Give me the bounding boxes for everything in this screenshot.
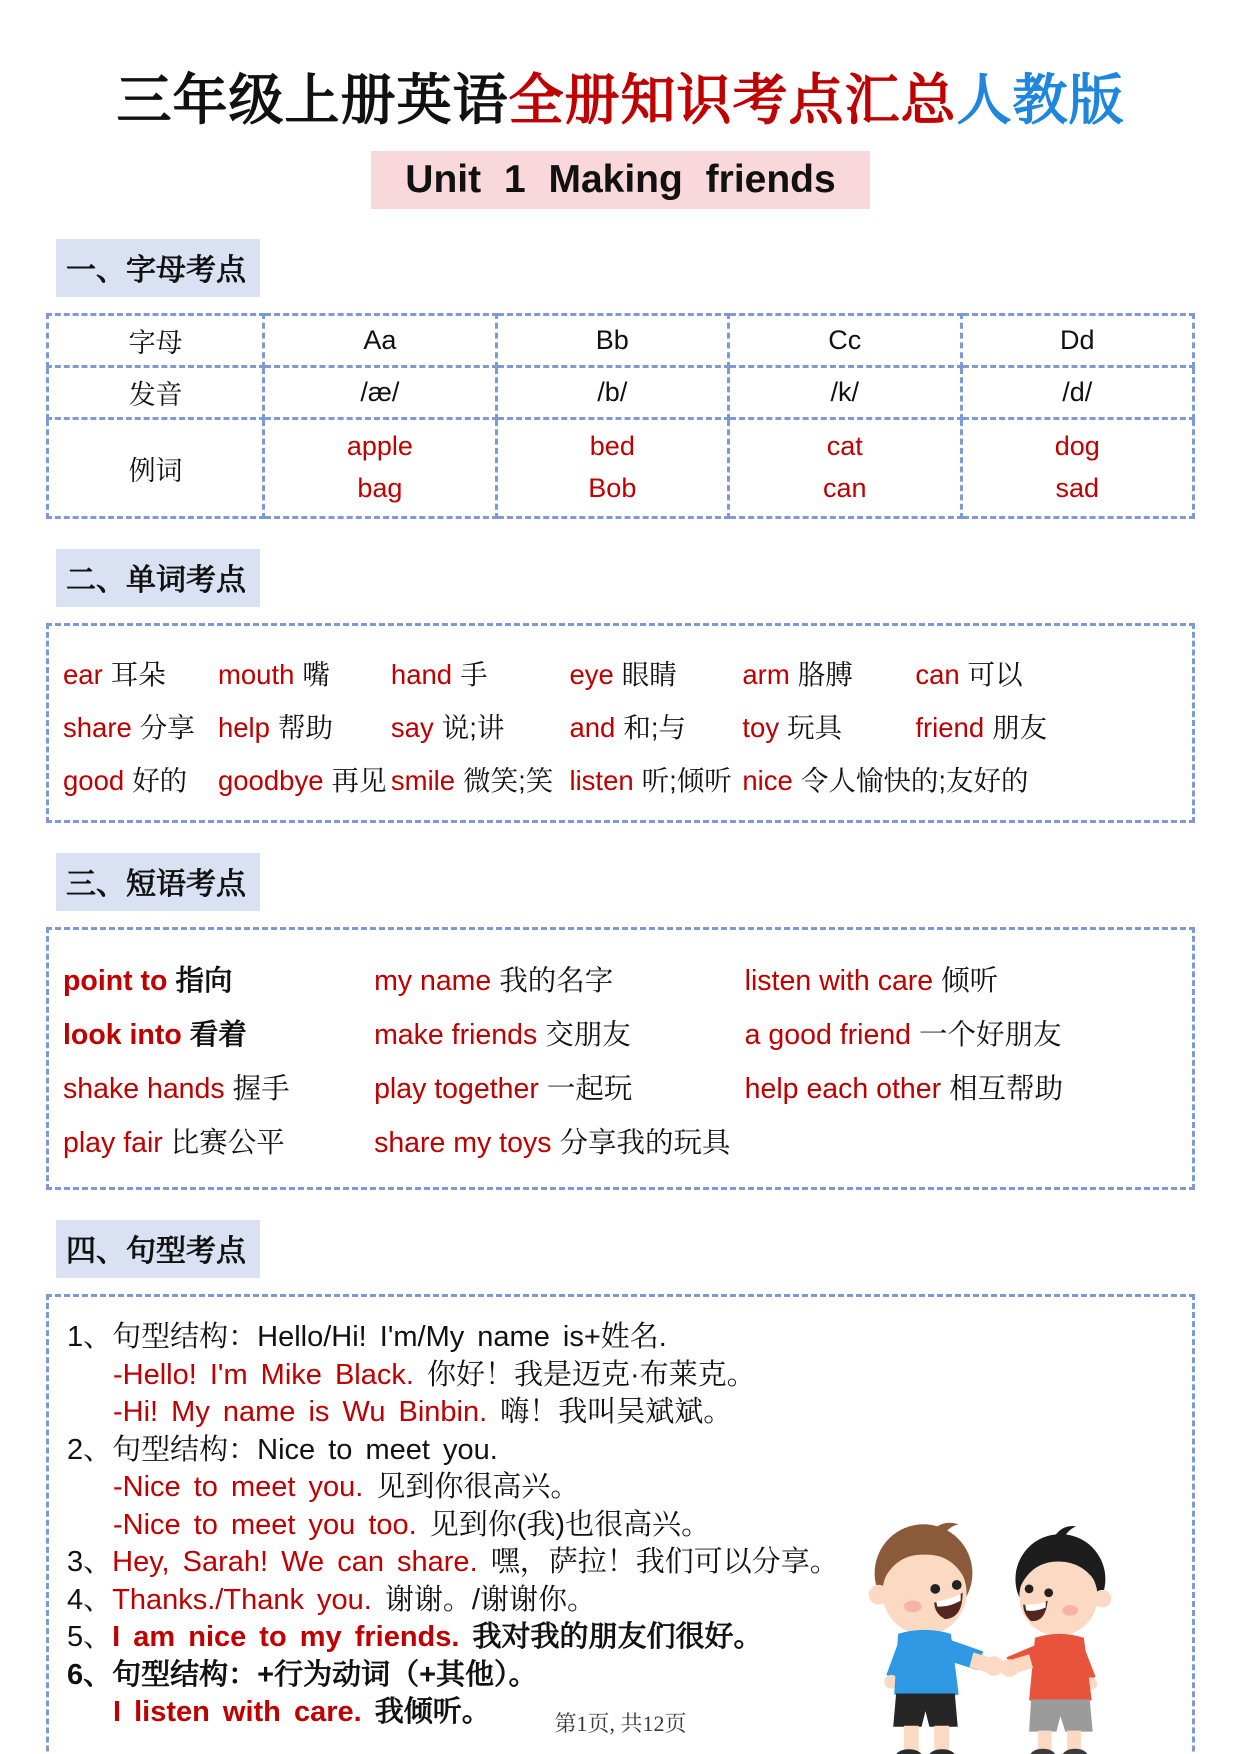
word-english: ear	[63, 659, 103, 690]
word-chinese: 好的	[132, 765, 188, 796]
cell-line: bag	[357, 473, 403, 503]
sentence-segment: 2、句型结构：Nice to meet you.	[67, 1433, 498, 1466]
page-title	[46, 0, 1195, 135]
phrase-english: share my toys	[374, 1127, 552, 1159]
word-english: good	[63, 765, 125, 796]
word-list-box	[46, 623, 1195, 823]
phrase-english: play fair	[63, 1127, 163, 1159]
word-item	[915, 705, 1186, 745]
row-label: 发音	[48, 367, 264, 419]
phrase-chinese: 相互帮助	[949, 1073, 1064, 1105]
table-cell	[264, 315, 496, 367]
sentence-segment: -Nice to meet you.	[113, 1471, 377, 1503]
section-words-heading: 二、单词考点	[56, 549, 260, 607]
sentence-segment: Hey, Sarah! We can share.	[112, 1546, 491, 1578]
word-english: can	[915, 659, 960, 690]
word-chinese: 再见	[331, 765, 387, 796]
cell-line: /b/	[597, 376, 628, 407]
word-chinese: 眼睛	[621, 659, 677, 690]
word-row	[63, 652, 1186, 692]
cell-line: apple	[346, 431, 413, 462]
sentence-line	[67, 1319, 1178, 1357]
title-part: 全册知识考点汇总	[508, 69, 957, 131]
table-cell	[961, 315, 1194, 367]
sentence-segment: 见到你很高兴。	[376, 1471, 580, 1503]
phrase-english: listen with care	[744, 965, 934, 997]
word-english: hand	[390, 659, 453, 690]
sentence-line	[67, 1394, 1178, 1432]
phrase-row	[63, 1120, 1186, 1161]
phrase-item	[374, 1120, 745, 1161]
cell-line: can	[823, 473, 867, 503]
phrase-row	[63, 1066, 1186, 1107]
table-cell	[961, 367, 1194, 419]
word-chinese: 令人愉快的;友好的	[800, 765, 1029, 796]
sentence-segment: I am nice to my friends.	[112, 1621, 473, 1653]
word-item	[218, 652, 391, 692]
word-chinese: 微笑;笑	[463, 765, 554, 796]
row-label: 字母	[48, 315, 264, 367]
phrase-item	[63, 1012, 374, 1053]
sentence-segment: -Nice to meet you too.	[113, 1508, 430, 1541]
phrase-english: point to	[63, 965, 168, 997]
sentence-segment: 嘿，萨拉！我们可以分享。	[490, 1546, 839, 1578]
cell-line: Bob	[588, 473, 637, 503]
table-cell	[264, 419, 496, 518]
cell-line: /æ/	[360, 376, 400, 407]
sentence-line	[67, 1357, 1178, 1395]
word-item	[915, 652, 1186, 692]
title-part: 人教版	[956, 69, 1125, 131]
phrase-row	[63, 958, 1186, 999]
phrase-item	[374, 1066, 745, 1107]
word-english: goodbye	[217, 765, 324, 796]
section-letters-heading: 一、字母考点	[56, 239, 260, 297]
phrase-chinese: 一起玩	[546, 1073, 633, 1105]
word-chinese: 手	[460, 659, 488, 690]
phrase-chinese: 握手	[232, 1073, 290, 1105]
title-part: 三年级上册英语	[116, 69, 509, 131]
letter-table	[46, 313, 1195, 519]
phrase-row	[63, 1012, 1186, 1053]
word-chinese: 胳膊	[797, 659, 853, 690]
sentence-segment: 你好！我是迈克·布莱克。	[426, 1358, 756, 1391]
cell-line: sad	[1055, 473, 1100, 503]
word-item	[63, 652, 218, 692]
word-english: say	[390, 712, 434, 743]
table-row	[48, 367, 1194, 419]
word-english: and	[569, 712, 616, 743]
word-row	[63, 705, 1186, 745]
table-cell	[729, 315, 961, 367]
word-english: arm	[742, 659, 790, 690]
table-cell	[496, 419, 728, 518]
sentence-segment: 见到你(我)也很高兴。	[429, 1508, 711, 1541]
word-item	[63, 705, 218, 745]
phrase-item	[63, 1066, 374, 1107]
cell-line: Dd	[1059, 324, 1095, 355]
word-chinese: 帮助	[277, 712, 333, 743]
word-english: friend	[915, 712, 985, 743]
phrase-english: shake hands	[63, 1073, 225, 1105]
phrase-chinese: 我的名字	[499, 965, 614, 997]
unit-title-wrap	[46, 151, 1195, 209]
cell-line: cat	[826, 431, 863, 462]
phrase-english: my name	[374, 965, 492, 997]
word-english: nice	[742, 765, 793, 796]
sentence-segment: 我对我的朋友们很好。	[472, 1621, 763, 1653]
word-chinese: 耳朵	[110, 659, 166, 690]
word-item	[569, 705, 742, 745]
phrase-chinese: 指向	[175, 965, 233, 997]
word-item	[391, 758, 570, 798]
word-item	[742, 652, 915, 692]
word-chinese: 嘴	[302, 659, 330, 690]
word-english: mouth	[217, 659, 295, 690]
word-item	[391, 705, 570, 745]
cell-line: /d/	[1062, 376, 1093, 407]
phrase-item	[745, 1012, 1186, 1053]
sentence-segment: 5、	[67, 1621, 113, 1653]
word-row	[63, 758, 1186, 798]
phrase-item	[63, 1120, 374, 1161]
section-phrases-heading: 三、短语考点	[56, 853, 260, 911]
cell-line: bed	[589, 431, 635, 462]
word-chinese: 朋友	[992, 712, 1048, 743]
word-english: help	[217, 712, 270, 743]
phrase-chinese: 分享我的玩具	[559, 1127, 731, 1159]
phrase-english: a good friend	[744, 1019, 912, 1051]
phrase-chinese: 看着	[189, 1019, 247, 1051]
word-item	[569, 758, 742, 798]
phrase-chinese: 倾听	[941, 965, 999, 997]
sentence-segment: -Hi! My name is Wu Binbin.	[113, 1396, 501, 1428]
cell-line: /k/	[830, 376, 860, 407]
phrase-list-box	[46, 927, 1195, 1190]
phrase-item	[63, 958, 374, 999]
phrase-english: help each other	[744, 1073, 942, 1105]
sentence-segment: 我倾听。	[374, 1696, 491, 1728]
sentence-line	[67, 1432, 1178, 1470]
section-words	[46, 549, 1195, 823]
sentence-segment: 嗨！我叫吴斌斌。	[500, 1396, 733, 1428]
sentence-pattern-box	[46, 1294, 1195, 1754]
word-english: share	[63, 712, 132, 743]
page-footer: 第1页, 共12页	[554, 1711, 687, 1736]
sentence-segment: 4、	[67, 1583, 113, 1616]
sentence-segment: 6、句型结构：+行为动词（+其他）。	[67, 1658, 538, 1691]
table-cell	[729, 419, 961, 518]
word-item	[63, 758, 218, 798]
table-cell	[496, 315, 728, 367]
table-row	[48, 315, 1194, 367]
table-cell	[961, 419, 1194, 518]
cell-line: Cc	[828, 324, 862, 355]
phrase-item	[374, 1012, 745, 1053]
cell-line: Aa	[363, 324, 397, 355]
word-english: eye	[569, 659, 614, 690]
section-letters	[46, 239, 1195, 519]
phrase-item	[745, 1066, 1186, 1107]
word-item	[742, 758, 1186, 798]
word-chinese: 听;倾听	[641, 765, 732, 796]
word-english: smile	[390, 765, 456, 796]
word-item	[391, 652, 570, 692]
word-chinese: 玩具	[787, 712, 843, 743]
word-item	[742, 705, 915, 745]
phrase-chinese: 交朋友	[545, 1019, 631, 1051]
word-chinese: 分享	[139, 712, 195, 743]
unit-title: Unit 1 Making friends	[371, 151, 869, 209]
word-item	[569, 652, 742, 692]
phrase-english: make friends	[374, 1019, 538, 1051]
word-chinese: 说;讲	[441, 712, 505, 743]
phrase-chinese: 一个好朋友	[919, 1019, 1062, 1051]
table-cell	[729, 367, 961, 419]
phrase-english: look into	[63, 1019, 182, 1051]
sentence-segment: 1、句型结构：Hello/Hi! I'm/My name is+姓名.	[67, 1321, 667, 1353]
word-english: toy	[742, 712, 780, 743]
section-sentences-heading: 四、句型考点	[56, 1220, 260, 1278]
word-english: listen	[569, 765, 634, 796]
phrase-item	[745, 958, 1186, 999]
phrase-chinese: 比赛公平	[170, 1127, 285, 1159]
table-row	[48, 419, 1194, 518]
table-cell	[496, 367, 728, 419]
row-label: 例词	[48, 419, 264, 518]
sentence-segment: Thanks./Thank you.	[112, 1583, 385, 1616]
section-phrases	[46, 853, 1195, 1190]
table-cell	[264, 367, 496, 419]
cell-line: dog	[1054, 431, 1100, 462]
section-sentences	[46, 1220, 1195, 1754]
sentence-segment: 谢谢。/谢谢你。	[384, 1583, 596, 1616]
phrase-item	[374, 958, 745, 999]
word-item	[218, 758, 391, 798]
phrase-english: play together	[374, 1073, 539, 1105]
sentence-segment: 3、	[67, 1546, 113, 1578]
word-item	[218, 705, 391, 745]
sentence-segment: -Hello! I'm Mike Black.	[113, 1358, 427, 1391]
sentence-segment: I listen with care.	[113, 1696, 375, 1728]
word-chinese: 可以	[967, 659, 1023, 690]
cell-line: Bb	[595, 324, 629, 355]
word-chinese: 和;与	[623, 712, 686, 743]
